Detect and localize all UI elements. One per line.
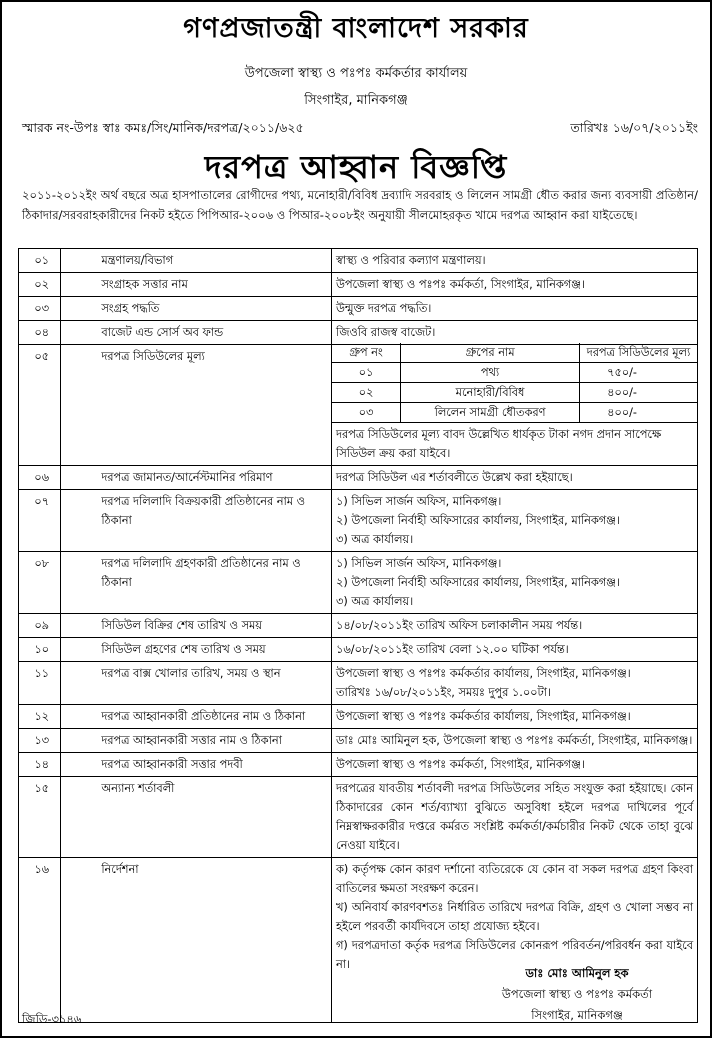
table-row xyxy=(19,614,698,638)
value-line: উপজেলা স্বাস্থ্য ও পঃপঃ কর্মকর্তা, সিংগাইর, মানিকগঞ্জ। xyxy=(336,278,585,291)
row-label: অন্যান্য শর্তাবলী xyxy=(61,777,332,858)
row-value xyxy=(332,466,698,490)
group-row xyxy=(332,363,697,383)
signatory-name: ডাঃ মোঃ আমিনুল হক xyxy=(525,966,629,980)
group-price-cell xyxy=(332,345,698,466)
serial-number: ১৬ xyxy=(19,858,61,1023)
table-row xyxy=(19,249,698,273)
group-name: লিলেন সামগ্রী ধৌতকরণ xyxy=(401,403,580,423)
group-no: ০২ xyxy=(332,383,401,403)
value-line: ক) কর্তৃপক্ষ কোন কারণ দর্শানো ব্যতিরেকে যে কোন বা সকল দরপত্র গ্রহণ কিংবা বাতিলের ক্ষমতা সংরক্ষণ করেন। xyxy=(336,863,693,895)
group-row xyxy=(332,383,697,403)
signature-block xyxy=(472,963,682,1026)
row-label: দরপত্র আহ্বানকারী প্রতিষ্ঠানের নাম ও ঠিকানা xyxy=(61,705,332,729)
office-location: সিংগাইর, মানিকগঞ্জ xyxy=(304,93,408,108)
table-row-schedule-price xyxy=(19,345,698,466)
group-price-header: দরপত্র সিডিউলের মূল্য xyxy=(580,343,697,363)
row-value xyxy=(332,662,698,705)
value-line: উন্মুক্ত দরপত্র পদ্ধতি। xyxy=(336,302,432,315)
row-value xyxy=(332,753,698,777)
table-row xyxy=(19,777,698,858)
row-label: দরপত্র দলিলাদি বিক্রয়কারী প্রতিষ্ঠানের নাম ও ঠিকানা xyxy=(61,490,332,552)
serial-number: ০৪ xyxy=(19,321,61,345)
office-name: উপজেলা স্বাস্থ্য ও পঃপঃ কর্মকর্তার কার্যালয় xyxy=(244,66,468,81)
row-label: মন্ত্রণালয়/বিভাগ xyxy=(61,249,332,273)
value-line: ৩) অত্র কার্যালয়। xyxy=(336,595,414,608)
serial-number: ১৪ xyxy=(19,753,61,777)
value-line: ১৬/০৮/২০১১ইং তারিখ বেলা ১২.০০ ঘটিকা পর্যন্ত। xyxy=(336,643,569,656)
value-line: জিওবি রাজস্ব বাজেট। xyxy=(336,326,436,339)
row-label: দরপত্র দলিলাদি গ্রহণকারী প্রতিষ্ঠানের নাম ও ঠিকানা xyxy=(61,552,332,614)
row-label: নির্দেশনা xyxy=(61,858,332,1023)
row-label: দরপত্র আহ্বানকারী সত্তার নাম ও ঠিকানা xyxy=(61,729,332,753)
value-line: দরপত্রের যাবতীয় শর্তাবলী দরপত্র সিডিউলের সহিত সংযুক্ত করা হইয়াছে। কোন ঠিকাদারের কোন শর্ত/ব্যাখ্যা বুঝিতে অসুবিধা হইলে দরপত্র দাখিলের পূর্বে নিম্নস্বাক্ষরকারীর দপ্তরে কর্মরত সংশ্লিষ্ট কর্মকর্তা/কর্মচারীর নিকট থেকে তাহা বুঝে নেওয়া যাইবে। xyxy=(336,782,693,852)
table-row xyxy=(19,638,698,662)
row-value xyxy=(332,552,698,614)
group-no-header: গ্রুপ নং xyxy=(332,343,401,363)
table-row xyxy=(19,552,698,614)
row-label: সংগ্রহ পদ্ধতি xyxy=(61,297,332,321)
value-line: উপজেলা স্বাস্থ্য ও পঃপঃ কর্মকর্তা, সিংগাইর, মানিকগঞ্জ। xyxy=(336,758,585,771)
memo-number: স্মারক নং-উপঃ স্বাঃ কমঃ/সিং/মানিক/দরপত্র/২০১১/৬২৫ xyxy=(22,120,304,135)
group-name-header: গ্রুপের নাম xyxy=(401,343,580,363)
value-line: উপজেলা স্বাস্থ্য ও পঃপঃ কর্মকর্তার কার্যালয়, সিংগাইর, মানিকগঞ্জ। xyxy=(336,710,631,723)
table-row xyxy=(19,662,698,705)
value-line: ১) সিভিল সার্জন অফিস, মানিকগঞ্জ। xyxy=(336,495,502,508)
group-price: ৪০০/- xyxy=(580,403,697,423)
table-row xyxy=(19,297,698,321)
value-line: গ) দরপত্রদাতা কর্তৃক দরপত্র সিডিউলের কোনরূপ পরিবর্তন/পরিবর্ধন করা যাইবে না। xyxy=(336,939,693,971)
value-line: ৩) অত্র কার্যালয়। xyxy=(336,533,414,546)
value-line: তারিখঃ ১৬/০৮/২০১১ইং, সময়ঃ দুপুর ১.০০টা। xyxy=(336,686,551,699)
row-value xyxy=(332,490,698,552)
row-value xyxy=(332,297,698,321)
signatory-place: সিংগাইর, মানিকগঞ্জ xyxy=(531,1008,623,1022)
serial-number: ০৯ xyxy=(19,614,61,638)
value-line: খ) অনিবার্য কারণবশতঃ নির্ধারিত তারিখে দরপত্র বিক্রি, গ্রহণ ও খোলা সম্ভব না হইলে পরবর্তী কার্যদিবসে তাহা প্রযোজ্য হইবে। xyxy=(336,901,693,933)
row-label: দরপত্র সিডিউলের মূল্য xyxy=(61,345,332,466)
notice-date: তারিখঃ ১৬/০৭/২০১১ইং xyxy=(570,120,698,135)
table-row xyxy=(19,466,698,490)
value-line: দরপত্র সিডিউল এর শর্তাবলীতে উল্লেখ করা হইয়াছে। xyxy=(336,471,573,484)
value-line: ২) উপজেলা নির্বাহী অফিসারের কার্যালয়, সিংগাইর, মানিকগঞ্জ। xyxy=(336,576,620,589)
serial-number: ০৩ xyxy=(19,297,61,321)
serial-number: ০৫ xyxy=(19,345,61,466)
table-row xyxy=(19,705,698,729)
row-label: সিডিউল বিক্রির শেষ তারিখ ও সময় xyxy=(61,614,332,638)
value-line: স্বাস্থ্য ও পরিবার কল্যাণ মন্ত্রণালয়। xyxy=(336,254,486,267)
table-row xyxy=(19,729,698,753)
row-value xyxy=(332,614,698,638)
row-value xyxy=(332,273,698,297)
group-price: ৭৫০/- xyxy=(580,363,697,383)
row-label: দরপত্র জামানত/আর্নেস্টমানির পরিমাণ xyxy=(61,466,332,490)
serial-number: ০৭ xyxy=(19,490,61,552)
table-row xyxy=(19,321,698,345)
group-price: ৪০০/- xyxy=(580,383,697,403)
tender-table xyxy=(18,248,698,1023)
row-value xyxy=(332,321,698,345)
serial-number: ১৫ xyxy=(19,777,61,858)
gd-number: জিডি-৩১৪৬ xyxy=(22,1012,82,1026)
serial-number: ০২ xyxy=(19,273,61,297)
row-value xyxy=(332,729,698,753)
row-value xyxy=(332,777,698,858)
government-title: গণপ্রজাতন্ত্রী বাংলাদেশ সরকার xyxy=(183,13,529,44)
row-label: বাজেট এন্ড সোর্স অব ফান্ড xyxy=(61,321,332,345)
group-row xyxy=(332,403,697,423)
serial-number: ১১ xyxy=(19,662,61,705)
group-no: ০৩ xyxy=(332,403,401,423)
serial-number: ১০ xyxy=(19,638,61,662)
table-row xyxy=(19,753,698,777)
serial-number: ০৬ xyxy=(19,466,61,490)
table-row xyxy=(19,490,698,552)
group-no: ০১ xyxy=(332,363,401,383)
group-price-table xyxy=(332,343,697,423)
group-header-row xyxy=(332,343,697,363)
row-value xyxy=(332,638,698,662)
row-value xyxy=(332,249,698,273)
serial-number: ০১ xyxy=(19,249,61,273)
schedule-price-note: দরপত্র সিডিউলের মূল্য বাবদ উল্লেখিত ধার্যকৃত টাকা নগদ প্রদান সাপেক্ষে সিডিউল ক্রয় করা যাইবে। xyxy=(336,428,662,460)
value-line: ১) সিভিল সার্জন অফিস, মানিকগঞ্জ। xyxy=(336,557,502,570)
serial-number: ১২ xyxy=(19,705,61,729)
value-line: ১৪/০৮/২০১১ইং তারিখ অফিস চলাকালীন সময় পর্যন্ত। xyxy=(336,619,583,632)
row-label: সিডিউল গ্রহণের শেষ তারিখ ও সময় xyxy=(61,638,332,662)
group-name: পথ্য xyxy=(401,363,580,383)
serial-number: ০৮ xyxy=(19,552,61,614)
intro-paragraph: ২০১১-২০১২ইং অর্থ বছরে অত্র হাসপাতালের রোগীদের পথ্য, মনোহারী/বিবিধ দ্রব্যাদি সরবরাহ ও লিলেন সামগ্রী ধৌত করার জন্য ব্যবসায়ী প্রতিষ্ঠান/ঠিকাদার/সরবরাহকারীদের নিকট হইতে পিপিআর-২০০৬ ও পিআর-২০০৮ইং অনুযায়ী সীলমোহরকৃত খামে দরপত্র আহ্বান করা যাইতেছে। xyxy=(22,188,698,222)
value-line: ২) উপজেলা নির্বাহী অফিসারের কার্যালয়, সিংগাইর, মানিকগঞ্জ। xyxy=(336,514,620,527)
table-row xyxy=(19,273,698,297)
row-value xyxy=(332,705,698,729)
signatory-designation: উপজেলা স্বাস্থ্য ও পঃপঃ কর্মকর্তা xyxy=(501,987,653,1001)
notice-title: দরপত্র আহ্বান বিজ্ঞপ্তি xyxy=(204,148,508,186)
serial-number: ১৩ xyxy=(19,729,61,753)
row-label: সংগ্রাহক সত্তার নাম xyxy=(61,273,332,297)
row-label: দরপত্র বাক্স খোলার তারিখ, সময় ও স্থান xyxy=(61,662,332,705)
value-line: ডাঃ মোঃ আমিনুল হক, উপজেলা স্বাস্থ্য ও পঃপঃ কর্মকর্তা, সিংগাইর, মানিকগঞ্জ। xyxy=(336,734,693,747)
row-label: দরপত্র আহ্বানকারী সত্তার পদবী xyxy=(61,753,332,777)
group-name: মনোহারী/বিবিধ xyxy=(401,383,580,403)
value-line: উপজেলা স্বাস্থ্য ও পঃপঃ কর্মকর্তার কার্যালয়, সিংগাইর, মানিকগঞ্জ। xyxy=(336,667,631,680)
